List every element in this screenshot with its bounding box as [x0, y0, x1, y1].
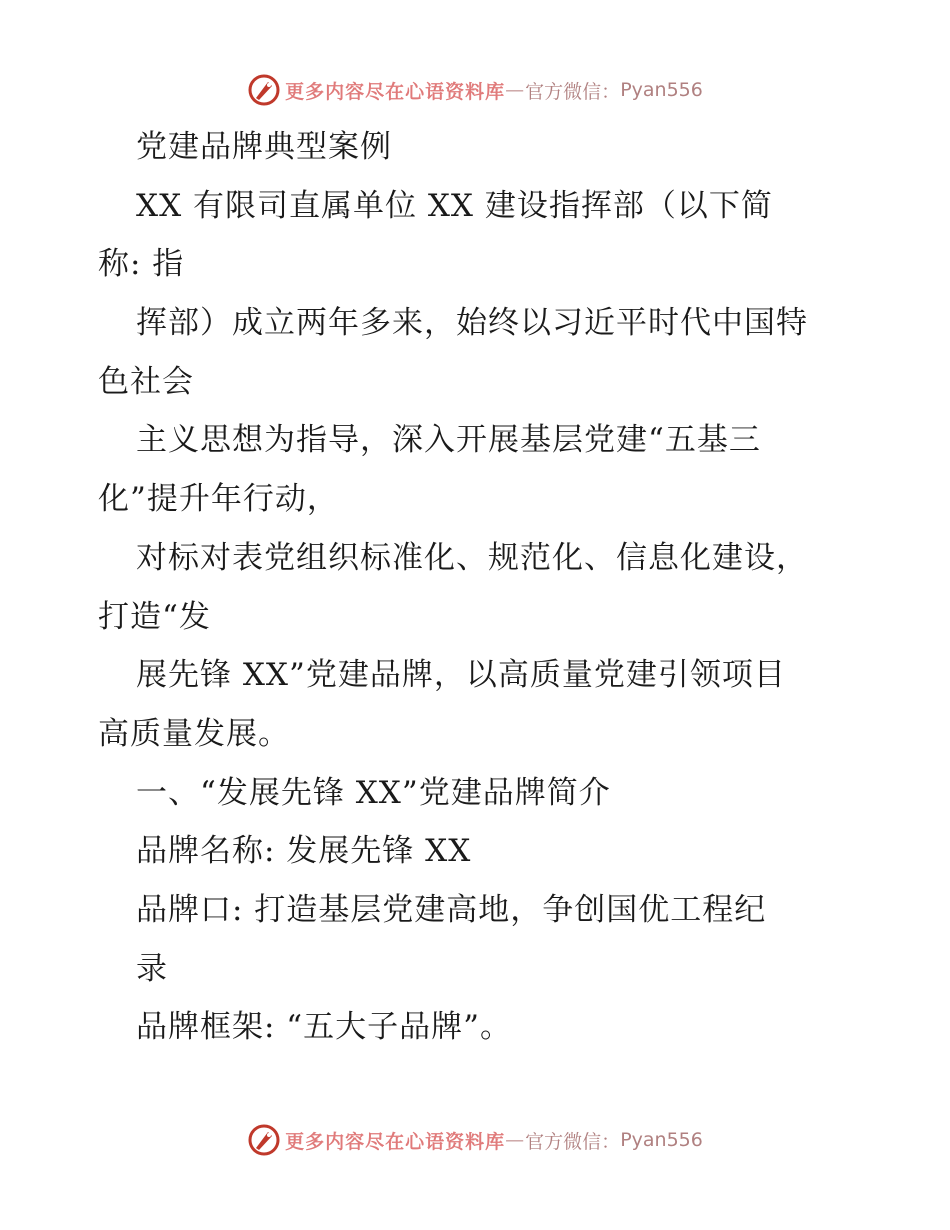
- footer-watermark-banner: [0, 1120, 950, 1160]
- paragraph-line: 打造“发: [98, 598, 211, 635]
- paragraph-line: 挥部）成立两年多来，始终以习近平时代中国特: [136, 305, 808, 342]
- paragraph-line: 品牌名称: 发展先锋 XX: [136, 833, 472, 870]
- banner-official-label: 官方微信：: [525, 1130, 621, 1153]
- document-title: 党建品牌典型案例: [136, 129, 392, 165]
- paragraph-line: 品牌口: 打造基层党建高地，争创国优工程纪: [136, 891, 767, 928]
- header-watermark-banner: [0, 70, 950, 110]
- paragraph-line: 称: 指: [98, 246, 185, 283]
- pen-nib-logo-icon: [247, 73, 281, 107]
- banner-dash: —: [505, 1129, 526, 1151]
- banner-main-text: 更多内容尽在心语资料库: [285, 80, 506, 103]
- banner-wechat-id: Pyan556: [620, 1129, 703, 1151]
- paragraph-line: 展先锋 XX”党建品牌，以高质量党建引领项目: [136, 657, 786, 694]
- paragraph-line: 对标对表党组织标准化、规范化、信息化建设，: [136, 539, 808, 576]
- banner-main-text: 更多内容尽在心语资料库: [285, 1130, 506, 1153]
- pen-nib-logo-icon: [247, 1123, 281, 1157]
- paragraph-line: 录: [136, 950, 168, 987]
- paragraph-line: 品牌框架: “五大子品牌”。: [136, 1009, 512, 1046]
- banner-dash: —: [505, 79, 526, 101]
- paragraph-line: 色社会: [98, 363, 194, 400]
- paragraph-line: XX 有限司直属单位 XX 建设指挥部（以下简: [136, 187, 773, 224]
- document-body: [98, 118, 858, 1057]
- section-heading: 一、“发展先锋 XX”党建品牌简介: [136, 774, 611, 811]
- paragraph-line: 主义思想为指导，深入开展基层党建“五基三: [136, 422, 761, 459]
- paragraph-line: 高质量发展。: [98, 715, 290, 752]
- banner-official-label: 官方微信：: [525, 80, 621, 103]
- paragraph-line: 化”提升年行动，: [98, 481, 339, 518]
- banner-wechat-id: Pyan556: [620, 79, 703, 101]
